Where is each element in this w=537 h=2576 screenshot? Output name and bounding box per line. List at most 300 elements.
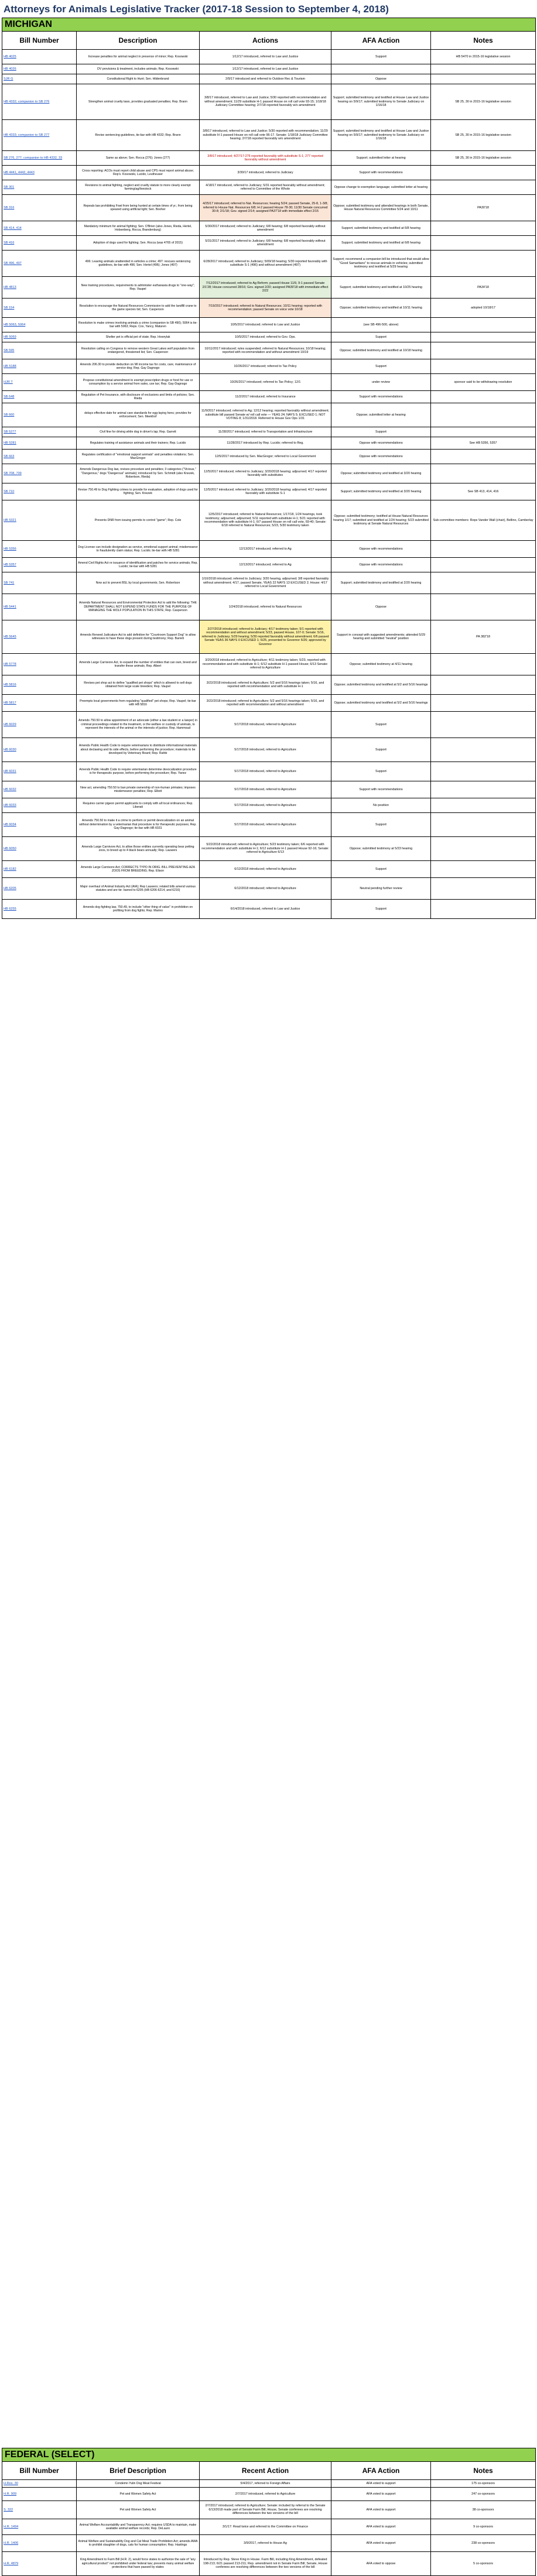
bill-description: Adoption of dogs used for fighting; Sen. Rocca (was 4765 of 2015) [77, 236, 200, 251]
notes: PA30'18 [431, 195, 536, 221]
afa-action: Oppose; submitted testimony and attended hearings in both Senate, House Natural Resources Committee 5/24 and 10/11 [331, 195, 431, 221]
notes: SB 25, 30 in 2015-16 legislative session [431, 151, 536, 166]
bill-number-link[interactable]: HB 5188 [2, 359, 77, 374]
bill-description: Pet and Women Safety Act [77, 2501, 200, 2519]
bill-number-link[interactable]: SB 276, 277; companion to HB 4332, 33 [2, 151, 77, 166]
table-row [2, 299, 536, 318]
table-row [2, 2480, 536, 2488]
bill-number-link[interactable]: SB 663 [2, 450, 77, 464]
bill-description: DV provisions & treatment, includes animals; Rep. Kosowski [77, 64, 200, 74]
table-row [2, 2488, 536, 2501]
notes [431, 798, 536, 813]
bill-number-link[interactable]: HB 6029 [2, 712, 77, 738]
table-row [2, 251, 536, 277]
bill-description: Amends Public Health Code to require veterinarians to distribute informational materials about declawing and its side effects, before performing the procedure; materials to be developed by Veterinary Board; Rep. Rahbi [77, 738, 200, 762]
michigan-header-row [2, 32, 536, 50]
afa-action: AFA voted to support [331, 2519, 431, 2535]
bill-number-link[interactable]: HB 5817 [2, 695, 77, 712]
bill-description: Amends Natural Resources and Environmental Protection Act to add the following: THE DEPARTMENT SHALL NOT EXPEND STATE FUNDS FOR THE PURPOSE OF MANAGING THE WOLF POPULATION IN THIS STATE; Rep. Casperson [77, 594, 200, 620]
notes [431, 342, 536, 359]
bill-description: Amends Public Health Code to require veterinarian determine devocalization procedure is for therapeutic purpose, before performing the procedure; Rep. Yanez [77, 762, 200, 781]
notes [431, 318, 536, 332]
afa-action: Support [331, 861, 431, 878]
bill-description: Resolution to encourage the Natural Resources Commission to add the landfill crane to the game species list; Sen. Casperson [77, 299, 200, 318]
bill-actions: 5/31/2017 introduced; referred to Judiciary; 6/8 hearing; 6/8 reported favorably without amendment [200, 236, 331, 251]
column-header: Description [77, 32, 200, 50]
notes: See SB 413, 414, 416 [431, 483, 536, 500]
table-row [2, 2535, 536, 2552]
afa-action: Oppose; submitted testimony and testified at 10/11 hearing [331, 299, 431, 318]
bill-description: Resolution to make crimes involving animals a crime (companion to SB 490); 5064 is tie-bar with 5063; Reps. Cox, Yancy, Maturen [77, 318, 200, 332]
notes [431, 762, 536, 781]
bill-actions: Introduced by Rep. Steve King in House. Farm Bill, including King Amendment, defeated 198-213; 6/21 passed 213-211; Rep. amendment not in Senate Farm Bill; Senate, House conferees are resolving differences between the two versions of the bill [200, 2552, 331, 2576]
bill-number-link[interactable]: SB 316 [2, 195, 77, 221]
bill-description: Requires carrier pigeon permit applicants to comply with all local ordinances; Rep. Liberati [77, 798, 200, 813]
bill-description: Amends dog fighting law, 750.49, to include "other thing of value" in prohibition on profiting from dog fights; Rep. Marino [77, 900, 200, 919]
bill-number-link[interactable]: S. 322 [2, 2501, 77, 2519]
bill-actions: 3/8/17 introduced; 4/27/17-276 reported favorably with substitute S-1; 277 reported favorably without amendment [200, 151, 331, 166]
table-row [2, 64, 536, 74]
bill-description: Same as above; Sen. Rocca (276); Jones (277) [77, 151, 200, 166]
column-header: AFA Action [331, 2462, 431, 2480]
notes [431, 594, 536, 620]
bill-actions: 11/28/2017 introduced by Rep. Lucido; referred to Reg. [200, 437, 331, 450]
notes [431, 332, 536, 342]
table-row [2, 675, 536, 695]
bill-description: Mandatory minimum for animal fighting; Sen. O'Brien (also Jones, Rieda, Hertel, Holsenberg, Rocca, Brandenburg) [77, 221, 200, 236]
afa-action: Oppose; submitted testimony and testified at 5/2 and 5/16 hearings [331, 675, 431, 695]
bill-number-link[interactable]: HB 4332; companion to SB 276 [2, 84, 77, 120]
bill-number-link[interactable]: HB 4025 [2, 50, 77, 64]
bill-number-link[interactable]: HB 5356 [2, 541, 77, 558]
notes [431, 64, 536, 74]
bill-description: Increase penalties for animal neglect in presence of minor; Rep. Kosowski [77, 50, 200, 64]
table-row [2, 166, 536, 180]
bill-number-link[interactable]: HB 6182 [2, 861, 77, 878]
notes: HB 5470 in 2015-16 legislative session [431, 50, 536, 64]
bill-description: delays effective date for animal care standards for egg-laying hens; provides for enforcement; Sen. Meekhof [77, 403, 200, 427]
notes [431, 900, 536, 919]
table-row [2, 427, 536, 437]
bill-description: Amends 750.50 to allow appointment of an advocate (either a law student or a lawyer) in criminal proceedings related to the treatment, or the welfare or custody of animals, to represent the interests of the animal or the interests of justice; Rep. Hammoud [77, 712, 200, 738]
afa-action: Support [331, 762, 431, 781]
column-header: Brief Description [77, 2462, 200, 2480]
notes [431, 180, 536, 195]
afa-action: Support; submitted testimony and testified at House Law and Justice hearing on 5/9/17; submitted testimony to Senate Judiciary on 1/16/18 [331, 120, 431, 151]
notes [431, 359, 536, 374]
table-row [2, 332, 536, 342]
afa-action: Support [331, 900, 431, 919]
bill-actions: 5/17/2018 introduced, referred to Agriculture [200, 712, 331, 738]
bill-actions: 6/28/2017 introduced; referred to Judiciary; 5/09/18 hearing; 5/30 reported favorably with substitute S-1 (496) and without amendment (497) [200, 251, 331, 277]
notes [431, 558, 536, 572]
bill-description: Amends 750.50 to make it a crime to perform or permit devocalization on an animal without determination by a veterinarian that procedure is for therapeutic purposes; Rep. Gay-Dagnogo; tie-bar with HB 6031 [77, 813, 200, 837]
afa-action: Support; submitted testimony and testified at 10/25 hearing [331, 277, 431, 299]
table-row [2, 221, 536, 236]
bill-number-link[interactable]: HB 6032 [2, 781, 77, 798]
notes [431, 675, 536, 695]
bill-description: Strengthen animal cruelty laws, provides graduated penalties; Rep. Brann [77, 84, 200, 120]
table-row [2, 695, 536, 712]
bill-actions: 10/26/2017 introduced; referred to Tax Policy [200, 359, 331, 374]
table-row [2, 437, 536, 450]
bill-description: Animal Welfare and Sustainability Dog and Cat Meat Trade Prohibition Act; amends AWA to prohibit slaughter of dogs, cats for human consumption; Rep. Hastings [77, 2535, 200, 2552]
federal-header-row [2, 2462, 536, 2480]
afa-action: Support; submitted letter at hearing [331, 151, 431, 166]
michigan-section-title: MICHIGAN [2, 18, 536, 32]
afa-action: Support; submitted testimony and testified at 3/20 hearing [331, 483, 431, 500]
afa-action: AFA voted to support [331, 2535, 431, 2552]
table-row [2, 762, 536, 781]
column-header: Notes [431, 2462, 536, 2480]
notes [431, 654, 536, 675]
bill-actions: 5/17/2018 introduced, referred to Agriculture [200, 738, 331, 762]
bill-description: Prevents DNR from issuing permits to control "game"; Rep. Cole [77, 500, 200, 541]
table-row [2, 359, 536, 374]
bill-description: Revisions to animal fighting, neglect and cruelty statute to more clearly exempt farming/ag/livestock [77, 180, 200, 195]
notes: adopted 10/18/17 [431, 299, 536, 318]
bill-number-link[interactable]: HB 5063, 5064 [2, 318, 77, 332]
bill-actions: 12/5/2017 introduced by Sen. MacGregor; referred to Local Government [200, 450, 331, 464]
bill-actions: 3/8/17 introduced, referred to Law and Justice; 5/30 reported with recommendation and without amendment; 11/29 substitute H-1 passed House on roll call vote 93-15; 1/18/18 Judiciary Committee hearing; 2/7/18 reported favorably w/o amendment [200, 84, 331, 120]
bill-number-link[interactable]: SB 710 [2, 483, 77, 500]
bill-description: Pet and Women Safety Act [77, 2488, 200, 2501]
bill-actions: 5/4/2017, referred to Foreign Affairs [200, 2480, 331, 2488]
bill-description: New act, amending 750.50 to ban private ownership of non-human primates; imposes misdemeanor penalties; Rep. Elliott [77, 781, 200, 798]
bill-actions: 12/5/2017 introduced; referred to Natural Resources; 1/17/18, 1/24 hearings, took testimony; adjourned; adjourned; 5/11 reported with substitute H-1; 5/21 reported with recommendation with substitute H-1; 6/7 passed House on roll call vote, 69-40; Senate: 6/18 referred to Natural Resources; 5/23, 5/30 testimony taken [200, 500, 331, 541]
afa-action: Support; submitted testimony and testified at 6/8 hearing [331, 236, 431, 251]
bill-description: Civil fine for driving while dog in driver's lap; Rep. Garrett [77, 427, 200, 437]
afa-action: Oppose with recommendations [331, 541, 431, 558]
afa-action: Support with recommendations [331, 391, 431, 403]
afa-action: Oppose with recommendations [331, 437, 431, 450]
afa-action: Oppose; submitted testimony and testified at 5/2 and 5/16 hearings [331, 695, 431, 712]
bill-actions: 3/20/2018 introduced; referred to Agriculture; 4/11 testimony taken; 5/23, reported with recommendation and with substitute H-1; 6/12 substitute H-1 passed House; 6/13 Senate: referred to Agriculture [200, 654, 331, 675]
table-row [2, 84, 536, 120]
afa-action: Oppose; submitted testimony at 5/23 hearing [331, 837, 431, 861]
bill-number-link[interactable]: HB 6033 [2, 798, 77, 813]
bill-description: Resolution calling on Congress to remove western Great Lakes wolf population from endangered, threatened list; Sen. Casperson [77, 342, 200, 359]
bill-description: Animal Welfare Accountability and Transparency Act; requires USDA to maintain, make available animal welfare records; Rep. DeLauro [77, 2519, 200, 2535]
bill-number-link[interactable]: HB 5778 [2, 654, 77, 675]
table-row [2, 712, 536, 738]
afa-action: Support with recommendations [331, 781, 431, 798]
afa-action: Support [331, 738, 431, 762]
notes [431, 403, 536, 427]
bill-number-link[interactable]: HB 4441, 4442, 4443 [2, 166, 77, 180]
bill-actions: 11/28/2017 introduced; referred to Transportation and Infrastructure [200, 427, 331, 437]
bill-actions: 1/12/17 introduced, referred to Law and Justice [200, 64, 331, 74]
afa-action: Support [331, 813, 431, 837]
afa-action: Neutral pending further review [331, 878, 431, 900]
bill-actions: 2/27/2018 introduced; referred to Judiciary; 4/17 testimony taken; 5/1 reported with recommendation and without amendment; 5/23, passed House, 107-0; Senate: 5/16, referred to Judiciary; 5/29 hearing; 5/30 reported favorably without amendment; 6/6 passed Senate YEAS 36 NAYS 0 EXCUSED 1; 6/25, presented to Governor 6/26; approved by Governor [200, 620, 331, 654]
bill-actions: 6/12/2018 introduced; referred to Agriculture [200, 878, 331, 900]
table-row [2, 2552, 536, 2576]
afa-action: Oppose; submitted letter at hearing [331, 403, 431, 427]
bill-description: Amends Large Carnivore Act; CORRECTS TYPO IN ORIG. BILL PREVENTING AZA ZOOS FROM BREEDING; Rep. Elison [77, 861, 200, 878]
bill-actions: 5/22/2018 introduced; referred to Agriculture; 5/23 testimony taken; 6/6 reported with recommendation and with substitute H-1; 6/12 substitute H-1 passed House 92-16; Senate: referred to Agriculture 6/13 [200, 837, 331, 861]
bill-description: Regulation of Pet Insurance, with disclosure of exclusions and limits of policies; Sen. Rieda [77, 391, 200, 403]
notes [431, 813, 536, 837]
table-row [2, 837, 536, 861]
bill-number-link[interactable]: SB 154 [2, 299, 77, 318]
bill-number-link[interactable]: HB 6050 [2, 837, 77, 861]
table-row [2, 50, 536, 64]
table-row [2, 781, 536, 798]
bill-number-link[interactable]: H.R. 909 [2, 2488, 77, 2501]
notes: PA 382'18 [431, 620, 536, 654]
page-title: Attorneys for Animals Legislative Tracker (2017-18 Session to September 4, 2018) [4, 4, 389, 15]
table-row [2, 403, 536, 427]
michigan-table [2, 18, 536, 919]
bill-actions: 2/9/17 introduced and referred to Outdoor Rec & Tourism [200, 74, 331, 84]
bill-number-link[interactable]: SB 648 [2, 391, 77, 403]
bill-number-link[interactable]: HB 5069 [2, 332, 77, 342]
table-row [2, 798, 536, 813]
bill-description: Amends Large Carnivore Act, to expand the number of entities that can own, breed and transfer these animals; Rep. Albert [77, 654, 200, 675]
bill-description: Amend Civil Rights Act re issuance of identification and patches for service animals; Rep. Lucido; tie-bar with HB 5281 [77, 558, 200, 572]
notes [431, 450, 536, 464]
afa-action: AFA voted to support [331, 2501, 431, 2519]
notes: sponsor said to be withdrawing resolution [431, 374, 536, 391]
bill-description: 496: Leaving animals unattended in vehicles a crime; 497: rescues sentencing guidelines, tie-bar with 496; Sen. Hertel (496); Jones (497) [77, 251, 200, 277]
bill-number-link[interactable]: H.R. 1406 [2, 2535, 77, 2552]
bill-number-link[interactable]: H.R. 1494 [2, 2519, 77, 2535]
bill-description: Major overhaul of Animal Industry Act (AIA); Rep Lauwers; related bills amend various statutes and are tie- barred to 6205 (HB 6206-6214, and 6216) [77, 878, 200, 900]
bill-number-link[interactable]: HB 5645 [2, 620, 77, 654]
table-row [2, 878, 536, 900]
bill-number-link[interactable]: HJR T [2, 374, 77, 391]
notes: 175 co-sponsors [431, 2480, 536, 2488]
bill-actions: 3/8/17 introduced, referred to Law and Justice; 5/30 reported with recommendation; 11/29 substitute H-1 passed House on roll call vote 96-17. Senate: 1/18/18 Judiciary Committee hearing; 2/7/18 reported favorably w/o amendment [200, 120, 331, 151]
afa-action: Support; recommend a companion bill be introduced that would allow "Good Samaritans" to rescue animals in vehicles; submitted testimony and testified at 5/29 hearing [331, 251, 431, 277]
notes [431, 221, 536, 236]
notes: See HB 5356, 5357 [431, 437, 536, 450]
bill-description: Amends 206.30 to provide deduction on MI income tax for costs, care, maintenance of service dog; Rep. Gay Dagnogo [77, 359, 200, 374]
column-header: Recent Action [200, 2462, 331, 2480]
afa-action: Oppose; submitted testimony; testified at House Natural Resources hearing 1/17; submitted and testified at 1/24 hearing; 5/23 submitted testimony at Senate Natural Resources [331, 500, 431, 541]
bill-description: Regulates training of assistance animals and their trainers; Rep. Lucido [77, 437, 200, 450]
afa-action: AFA voted to support [331, 2488, 431, 2501]
afa-action: Support in concept with suggested amendments; attended 5/29 hearing and submitted "neutral" position [331, 620, 431, 654]
table-row [2, 654, 536, 675]
bill-actions: 12/5/2017 introduced; referred to Judiciary; 3/20/2018 hearing; adjourned; 4/17 reported favorably with substitute S-1 [200, 483, 331, 500]
bill-number-link[interactable]: HB 6034 [2, 813, 77, 837]
table-row [2, 342, 536, 359]
bill-actions: 5/17/2018 introduced, referred to Agriculture [200, 781, 331, 798]
notes [431, 74, 536, 84]
bill-actions: 5/17/2018 introduced, referred to Agriculture [200, 798, 331, 813]
bill-description: Dog License can include designation as service, emotional support animal; misdemeanor to fraudulently claim status; Rep. Lucido; tie-bar with HB 5281 [77, 541, 200, 558]
bill-number-link[interactable]: SB 414, 414 [2, 221, 77, 236]
bill-actions: 2/7/2017 introduced, referred to Agriculture [200, 2488, 331, 2501]
bill-actions: 10/5/2017 introduced; referred to Law and Justice [200, 318, 331, 332]
bill-number-link[interactable]: SB 741 [2, 572, 77, 594]
bill-description: King Amendment to Farm Bill (H.R. 2), would force states to authorize the sale of "any agricultural product" not prohibited under federal law; prevents many animal welfare protections that have passed by states [77, 2552, 200, 2576]
table-row [2, 483, 536, 500]
bill-actions: 5/17/2018 introduced, referred to Agriculture [200, 813, 331, 837]
table-row [2, 277, 536, 299]
bill-description: Condemn Yulin Dog Meat Festival [77, 2480, 200, 2488]
table-row [2, 738, 536, 762]
table-row [2, 813, 536, 837]
bill-description: Amends Dangerous Dog law, revises procedure and penalties; 3 categories ("Vicious," "Dangerous," dogs "Dangerous" animals); introduced by Sen. Schmidt (also Knezek, Robertson, Rieda) [77, 464, 200, 483]
bill-actions: 12/13/2017 introduced; referred to Ag [200, 558, 331, 572]
bill-number-link[interactable]: HB 4333; companion to SB 277 [2, 120, 77, 151]
bill-description: Repeals law prohibiting Fowl from being hunted at certain times of yr.; from being speared using artificial light; Sen. Booher [77, 195, 200, 221]
notes [431, 464, 536, 483]
afa-action: Oppose; submitted testimony and testified at 10/18 hearing [331, 342, 431, 359]
notes [431, 391, 536, 403]
bill-actions: 11/9/2017 introduced; referred to Ag; 12/12 hearing; reported favorably without amendment; substitute bill passed Senate w/ roll call vote — YEAS 24; NAYS 5; EXCUSED 1; NOT VOTING 8; 1/31/2018. Referred to House Gov Ops 1/31 [200, 403, 331, 427]
afa-action: Oppose with recommendations [331, 450, 431, 464]
bill-actions: 7/19/2017 introduced; referred to Natural Resources; 10/11 hearing; reported with recommendation; passed Senate on voice vote 10/18 [200, 299, 331, 318]
table-row [2, 120, 536, 151]
afa-action: Support [331, 50, 431, 64]
afa-action: No position [331, 798, 431, 813]
notes [431, 712, 536, 738]
notes: 9 co-sponsors [431, 2519, 536, 2535]
bill-number-link[interactable]: HB 5441 [2, 594, 77, 620]
table-row [2, 2501, 536, 2519]
notes [431, 427, 536, 437]
column-header: Bill Number [2, 32, 77, 50]
table-row [2, 464, 536, 483]
bill-number-link[interactable]: HB 6205 [2, 878, 77, 900]
bill-actions: 12/5/2017 introduced; referred to Judiciary; 3/20/2018 hearing; adjourned; 4/17 reported favorably with substitutes [200, 464, 331, 483]
table-row [2, 900, 536, 919]
afa-action: Support; submitted testimony and testified at 6/8 hearing [331, 221, 431, 236]
bill-actions: 3/22/2018 introduced; referred to Agriculture; 5/2 and 5/16 hearings taken; 5/16, and reported with recommendation and with substitute H-1 [200, 675, 331, 695]
table-row [2, 2519, 536, 2535]
afa-action: Oppose change to exemption language; submitted letter at hearing [331, 180, 431, 195]
bill-number-link[interactable]: HB 4026 [2, 64, 77, 74]
bill-actions: 6/14/2018 introduced, referred to Law and Justice [200, 900, 331, 919]
bill-description: Regulates certification of "emotional support animals" and penalties violations; Sen. MacGregor [77, 450, 200, 464]
bill-number-link[interactable]: SB 5277 [2, 427, 77, 437]
bill-description: Revises pet shop act to define "qualified pet shops" which is allowed to sell dogs obtained from large scale breeders; Rep. Vaupel [77, 675, 200, 695]
bill-description: Cross reporting: ACOs must report child abuse and CPS must report animal abuse; Rep's. Kosowski, Lucido, Leutheuser [77, 166, 200, 180]
afa-action: AFA voted to oppose [331, 2552, 431, 2576]
michigan-section-row [2, 18, 536, 32]
notes [431, 878, 536, 900]
bill-number-link[interactable]: SB 301 [2, 180, 77, 195]
bill-description: Revise 750.49 to Dog Fighting crimes to provide for evaluation, adoption of dogs used for fighting; Sen. Knezek [77, 483, 200, 500]
bill-number-link[interactable]: SB 496, 497 [2, 251, 77, 277]
notes: SB 25, 30 in 2015-16 legislative session [431, 84, 536, 120]
column-header: Notes [431, 32, 536, 50]
bill-description: Now act to prevent BSL by local governments; Sen. Robertson [77, 572, 200, 594]
bill-actions: 4/25/17 introduced; referred to Nat. Resources; hearing 5/24; passed Senate, 25-8, 1-3/8; referred to House Nat. Resources 6/8; H-2 passed House 78-30; 11/30 Senate concurred 30-8; 2/1/18; Gov. signed 2/14; assigned PA37'18 with immediate effect 2/15 [200, 195, 331, 221]
bill-description: New training procedures, requirements to administer euthanasia drugs to "one-way"; Rep. Vaupel [77, 277, 200, 299]
column-header: Bill Number [2, 2462, 77, 2480]
bill-number-link[interactable]: SB 660 [2, 403, 77, 427]
bill-actions: 1/24/2018 introduced; referred to Natural Resources [200, 594, 331, 620]
bill-number-link[interactable]: SB 595 [2, 342, 77, 359]
bill-number-link[interactable]: HB 6255 [2, 900, 77, 919]
afa-action: Support [331, 427, 431, 437]
column-header: AFA Action [331, 32, 431, 50]
bill-description: Amends Large Carnivore Act, to allow those entities currently operating bear petting zoos, to breed up to 4 black bears annually; Rep. Lauwers [77, 837, 200, 861]
table-row [2, 195, 536, 221]
bill-number-link[interactable]: HB 5321 [2, 500, 77, 541]
afa-action: AFA voted to support [331, 2480, 431, 2488]
table-row [2, 861, 536, 878]
bill-description: Propose constitutional amendment to exempt prescription drugs or food for use or consumption by a service animal from sales, use tax; Rep. Gay-Dagnogo [77, 374, 200, 391]
notes [431, 541, 536, 558]
bill-number-link[interactable]: H.Res. 30 [2, 2480, 77, 2488]
notes [431, 695, 536, 712]
notes [431, 166, 536, 180]
notes: 238 co-sponsors [431, 2535, 536, 2552]
bill-number-link[interactable]: HB 5816 [2, 675, 77, 695]
afa-action: (see SB 496-500, above) [331, 318, 431, 332]
bill-number-link[interactable]: SB 416 [2, 236, 77, 251]
table-row [2, 391, 536, 403]
afa-action: Oppose [331, 74, 431, 84]
notes: 5 co-sponsors [431, 2552, 536, 2576]
bill-number-link[interactable]: SJR G [2, 74, 77, 84]
notes [431, 738, 536, 762]
bill-number-link[interactable]: SB 708, 709 [2, 464, 77, 483]
bill-actions: 7/12/2017 introduced; referred to Ag Reform; passed House 11/9, 9-1 passed Senate 2/1'28; House concurred 28/16; Gov. signed 2/20; assigned PA39'18 with immediate effect 2/22 [200, 277, 331, 299]
bill-actions: 1/12/17 introduced, referred to Law and Justice [200, 50, 331, 64]
bill-number-link[interactable]: HB 4813 [2, 277, 77, 299]
bill-number-link[interactable]: H.R. 4879 [2, 2552, 77, 2576]
table-row [2, 594, 536, 620]
afa-action: Support [331, 712, 431, 738]
afa-action [331, 64, 431, 74]
table-row [2, 151, 536, 166]
table-row [2, 620, 536, 654]
bill-description: Preempts local governments from regulating "qualified" pet shops; Rep. Vaupel; tie-bar with HB 5816 [77, 695, 200, 712]
afa-action: Support [331, 332, 431, 342]
afa-action: Support; submitted testimony and testified at 2/20 hearing [331, 572, 431, 594]
bill-description: Constitutional Right to Hunt; Sen. Hildenbrand [77, 74, 200, 84]
bill-actions: 3/9/2017, referred to House Ag [200, 2535, 331, 2552]
bill-actions: 2/7/2017 introduced; referred to Agriculture; Senate: included by referral to the Senate 6/13/2018 made part of Senate Farm Bill; House, Senate conferees are resolving differences between the two versions of the bill [200, 2501, 331, 2519]
bill-description: Shelter pet is official pet of state; Rep. Howrylak [77, 332, 200, 342]
notes [431, 251, 536, 277]
notes [431, 572, 536, 594]
table-row [2, 236, 536, 251]
notes [431, 837, 536, 861]
bill-number-link[interactable]: HB 5281 [2, 437, 77, 450]
bill-actions: 5/30/2017 introduced; referred to Judiciary; 6/8 hearing; 6/8 reported favorably without amendment [200, 221, 331, 236]
bill-actions: 10/11/2017 introduced; rules suspended; referred to Natural Resources; 10/18 hearing; reported with recommendation and without amendment 10/19 [200, 342, 331, 359]
bill-number-link[interactable]: HB 6030 [2, 738, 77, 762]
afa-action: Support; submitted testimony and testified at House Law and Justice hearing on 5/9/17; submitted testimony to Senate Judiciary on 1/16/18 [331, 84, 431, 120]
bill-actions: 11/2/2017 introduced; referred to Insurance [200, 391, 331, 403]
bill-actions: 5/17/2018 introduced, referred to Agriculture [200, 762, 331, 781]
bill-actions: 3/1/17: Read twice and referred to the Committee on Finance [200, 2519, 331, 2535]
bill-number-link[interactable]: HB 5357 [2, 558, 77, 572]
notes [431, 236, 536, 251]
table-row [2, 74, 536, 84]
notes [431, 781, 536, 798]
table-row [2, 374, 536, 391]
bill-actions: 4/18/17 introduced, referred to Judiciary; 5/31 reported favorably without amendment; referred to Committee of the Whole [200, 180, 331, 195]
notes [431, 861, 536, 878]
bill-number-link[interactable]: HB 6031 [2, 762, 77, 781]
bill-actions: 10/26/2017 introduced; referred to Tax Policy; 12/1 [200, 374, 331, 391]
table-row [2, 180, 536, 195]
federal-section-title: FEDERAL (SELECT) [2, 2448, 536, 2462]
federal-table [2, 2448, 536, 2576]
notes: 247 co-sponsors [431, 2488, 536, 2501]
afa-action: Support [331, 359, 431, 374]
afa-action: under review [331, 374, 431, 391]
